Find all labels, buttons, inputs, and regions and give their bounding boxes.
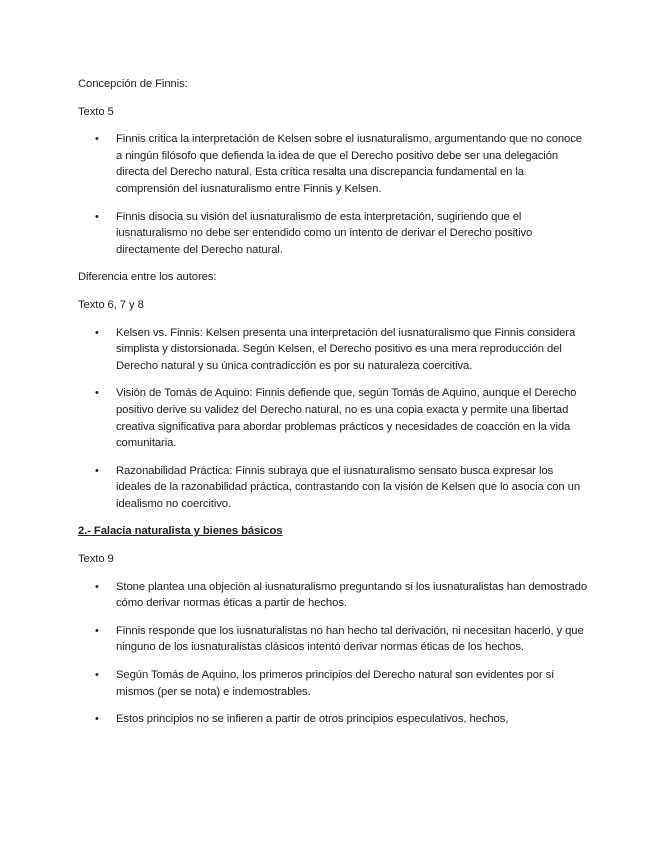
- list-item: • Finnis responde que los iusnaturalistas no han hecho tal derivación, ni necesitan hacerlo, y que ninguno de los iusnaturalistas clásicos intentó derivar normas éticas de los hechos.: [78, 623, 588, 656]
- text-reference-9: Texto 9: [78, 553, 114, 566]
- section-title-finnis: Concepción de Finnis:: [78, 78, 188, 90]
- document-body: [78, 76, 588, 739]
- bullet-list-fallacy: [78, 579, 588, 728]
- text-reference-5: Texto 5: [78, 105, 114, 118]
- list-item: • Según Tomás de Aquino, los primeros principios del Derecho natural son evidentes por sí mismos (per se nota) e indemostrables.: [78, 667, 588, 700]
- list-item: • Finnis critica la interpretación de Kelsen sobre el iusnaturalismo, argumentando que no conoce a ningún filósofo que defienda la idea de que el Derecho positivo debe ser una delegación directa del Derecho natural. Esta crítica resalta una discrepancia fundamental en la comprensión del iusnaturalismo entre Finnis y Kelsen.: [78, 131, 588, 197]
- bullet-list-differences: [78, 325, 588, 513]
- section-title-differences: Diferencia entre los autores:: [78, 271, 217, 284]
- list-item: • Finnis disocia su visión del iusnaturalismo de esta interpretación, sugiriendo que el iusnaturalismo no debe ser entendido como un intento de derivar el Derecho positivo directamente del Derecho natural.: [78, 209, 588, 259]
- text-reference-6-7-8: Texto 6, 7 y 8: [78, 298, 144, 311]
- bullet-list-finnis: [78, 131, 588, 258]
- list-item: • Stone plantea una objeción al iusnaturalismo preguntando si los iusnaturalistas han demostrado cómo derivar normas éticas a partir de hechos.: [78, 579, 588, 612]
- list-item: • Kelsen vs. Finnis: Kelsen presenta una interpretación del iusnaturalismo que Finnis considera simplista y distorsionada. Según Kelsen, el Derecho positivo es una mera reproducción del Derecho natural y su única contradicción es por su naturaleza coercitiva.: [78, 325, 588, 375]
- list-item: • Razonabilidad Práctica: Finnis subraya que el iusnaturalismo sensato busca expresar los ideales de la razonabilidad práctica, contrastando con la visión de Kelsen que lo asocia con un idealismo no coercitivo.: [78, 463, 588, 513]
- list-item: • Visión de Tomás de Aquino: Finnis defiende que, según Tomás de Aquino, aunque el Derecho positivo derive su validez del Derecho natural, no es una copia exacta y permite una libertad creativa significativa para abordar problemas prácticos y necesidades de coacción en la vida comunitaria.: [78, 385, 588, 451]
- list-item: • Estos principios no se infieren a partir de otros principios especulativos, hechos,: [78, 711, 588, 728]
- section-heading-naturalistic-fallacy: 2.- Falacia naturalista y bienes básicos: [78, 525, 283, 538]
